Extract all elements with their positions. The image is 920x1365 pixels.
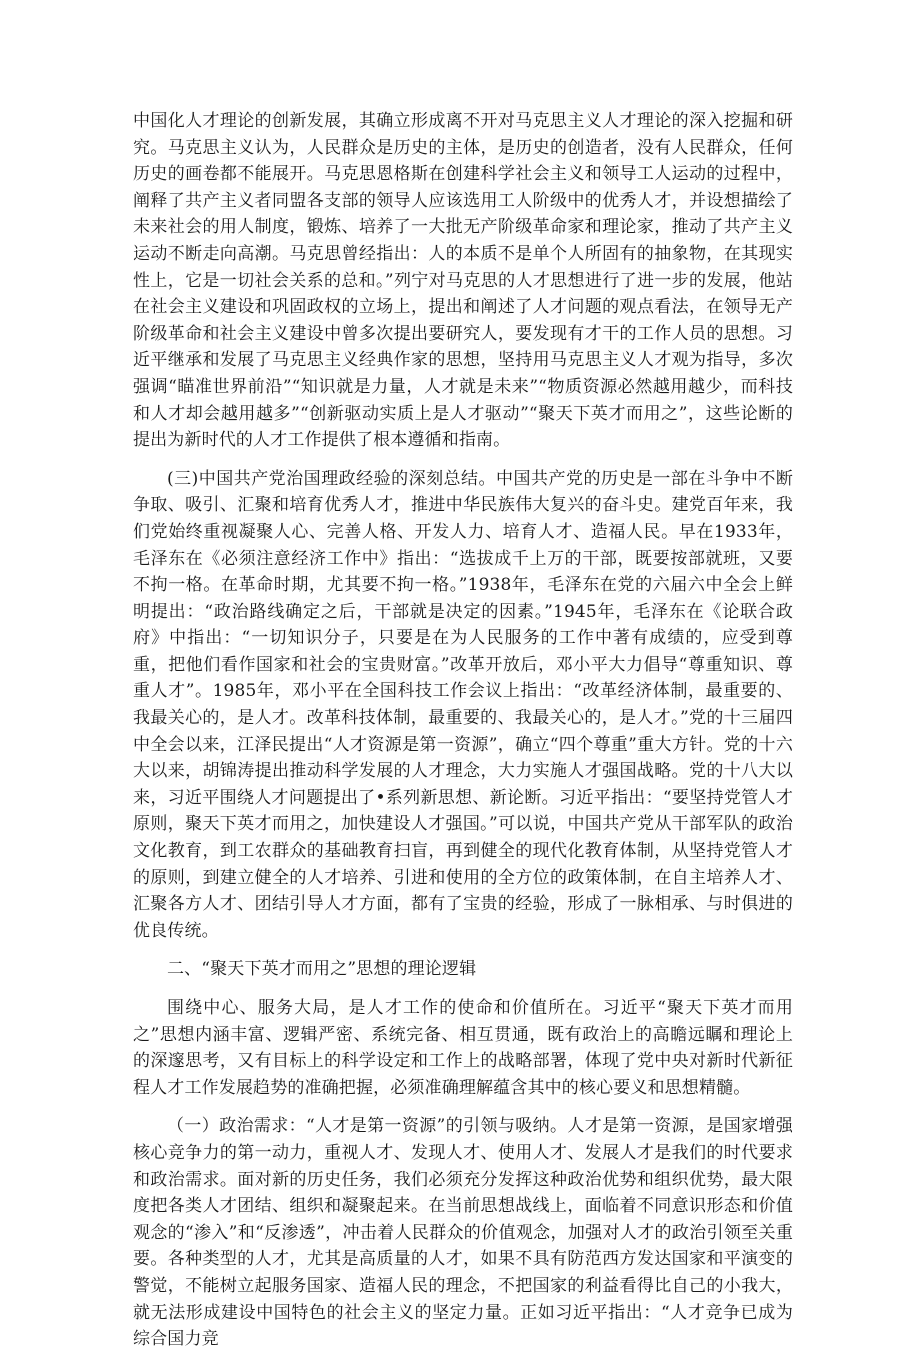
body-paragraph-mission-value: 围绕中心、服务大局，是人才工作的使命和价值所在。习近平“聚天下英才而用之”思想内涵丰富、逻辑严密、系统完备、相互贯通，既有政治上的高瞻远瞩和理论上的深邃思考，又有目标上的科学设定和工作上的战略部署，体现了党中央对新时代新征程人才工作发展趋势的准确把握，必须准确理解蕴含其中的核心要义和思想精髓。	[133, 998, 793, 1098]
body-paragraph-marxist-theory: 中国化人才理论的创新发展，其确立形成离不开对马克思主义人才理论的深入挖掘和研究。马克思主义认为，人民群众是历史的主体，是历史的创造者，没有人民群众，任何历史的画卷都不能展开。马克思恩格斯在创建科学社会主义和领导工人运动的过程中，阐释了共产主义者同盟各支部的领导人应该选用工人阶级中的优秀人才，并设想描绘了未来社会的用人制度，锻炼、培养了一大批无产阶级革命家和理论家，推动了共产主义运动不断走向高潮。马克思曾经指出：人的本质不是单个人所固有的抽象物，在其现实性上，它是一切社会关系的总和。”列宁对马克思的人才思想进行了进一步的发展，他站在社会主义建设和巩固政权的立场上，提出和阐述了人才问题的观点看法，在领导无产阶级革命和社会主义建设中曾多次提出要研究人，要发现有才干的工作人员的思想。习近平继承和发展了马克思主义经典作家的思想，坚持用马克思主义人才观为指导，多次强调“瞄准世界前沿”“知识就是力量，人才就是未来”“物质资源必然越用越少，而科技和人才却会越用越多”“创新驱动实质上是人才驱动”“聚天下英才而用之”，这些论断的提出为新时代的人才工作提供了根本遵循和指南。	[133, 111, 793, 451]
section-heading-theoretical-logic: 二、“聚天下英才而用之”思想的理论逻辑	[167, 959, 477, 980]
body-paragraph-party-experience: (三)中国共产党治国理政经验的深刻总结。中国共产党的历史是一部在斗争中不断争取、吸引、汇聚和培育优秀人才，推进中华民族伟大复兴的奋斗史。建党百年来，我们党始终重视凝聚人心、完善人格、开发人力、培育人才、造福人民。早在1933年，毛泽东在《必须注意经济工作中》指出：“选拔成千上万的干部，既要按部就班，又要不拘一格。在革命时期，尤其要不拘一格。”1938年，毛泽东在党的六届六中全会上鲜明提出：“政治路线确定之后，干部就是决定的因素。”1945年，毛泽东在《论联合政府》中指出：“一切知识分子，只要是在为人民服务的工作中著有成绩的，应受到尊重，把他们看作国家和社会的宝贵财富。”改革开放后，邓小平大力倡导“尊重知识、尊重人才”。1985年，邓小平在全国科技工作会议上指出：“改革经济体制，最重要的、我最关心的，是人才。改革科技体制，最重要的、我最关心的，是人才。”党的十三届四中全会以来，江泽民提出“人才资源是第一资源”，确立“四个尊重”重大方针。党的十六大以来，胡锦涛提出推动科学发展的人才理念，大力实施人才强国战略。党的十八大以来，习近平围绕人才问题提出了•系列新思想、新论断。习近平指出：“要坚持党管人才原则，聚天下英才而用之，加快建设人才强国。”可以说，中国共产党从干部军队的政治文化教育，到工农群众的基础教育扫盲，再到健全的现代化教育体制，从坚持党管人才的原则，到建立健全的人才培养、引进和使用的全方位的政策体制，在自主培养人才、汇聚各方人才、团结引导人才方面，都有了宝贵的经验，形成了一脉相承、与时俱进的优良传统。	[133, 468, 793, 941]
document-page	[133, 108, 793, 1365]
body-paragraph-political-demand: （一）政治需求：“人才是第一资源”的引领与吸纳。人才是第一资源，是国家增强核心竞争力的第一动力，重视人才、发现人才、使用人才、发展人才是我们的时代要求和政治需求。面对新的历史任务，我们必须充分发挥这种政治优势和组织优势，最大限度把各类人才团结、组织和凝聚起来。在当前思想战线上，面临着不同意识形态和价值观念的“渗入”和“反渗透”，冲击着人民群众的价值观念，加强对人才的政治引领至关重要。各种类型的人才，尤其是高质量的人才，如果不具有防范西方发达国家和平演变的警觉，不能树立起服务国家、造福人民的理念，不把国家的利益看得比自己的小我大，就无法形成建设中国特色的社会主义的坚定力量。正如习近平指出：“人才竞争已成为综合国力竞	[133, 1116, 793, 1350]
